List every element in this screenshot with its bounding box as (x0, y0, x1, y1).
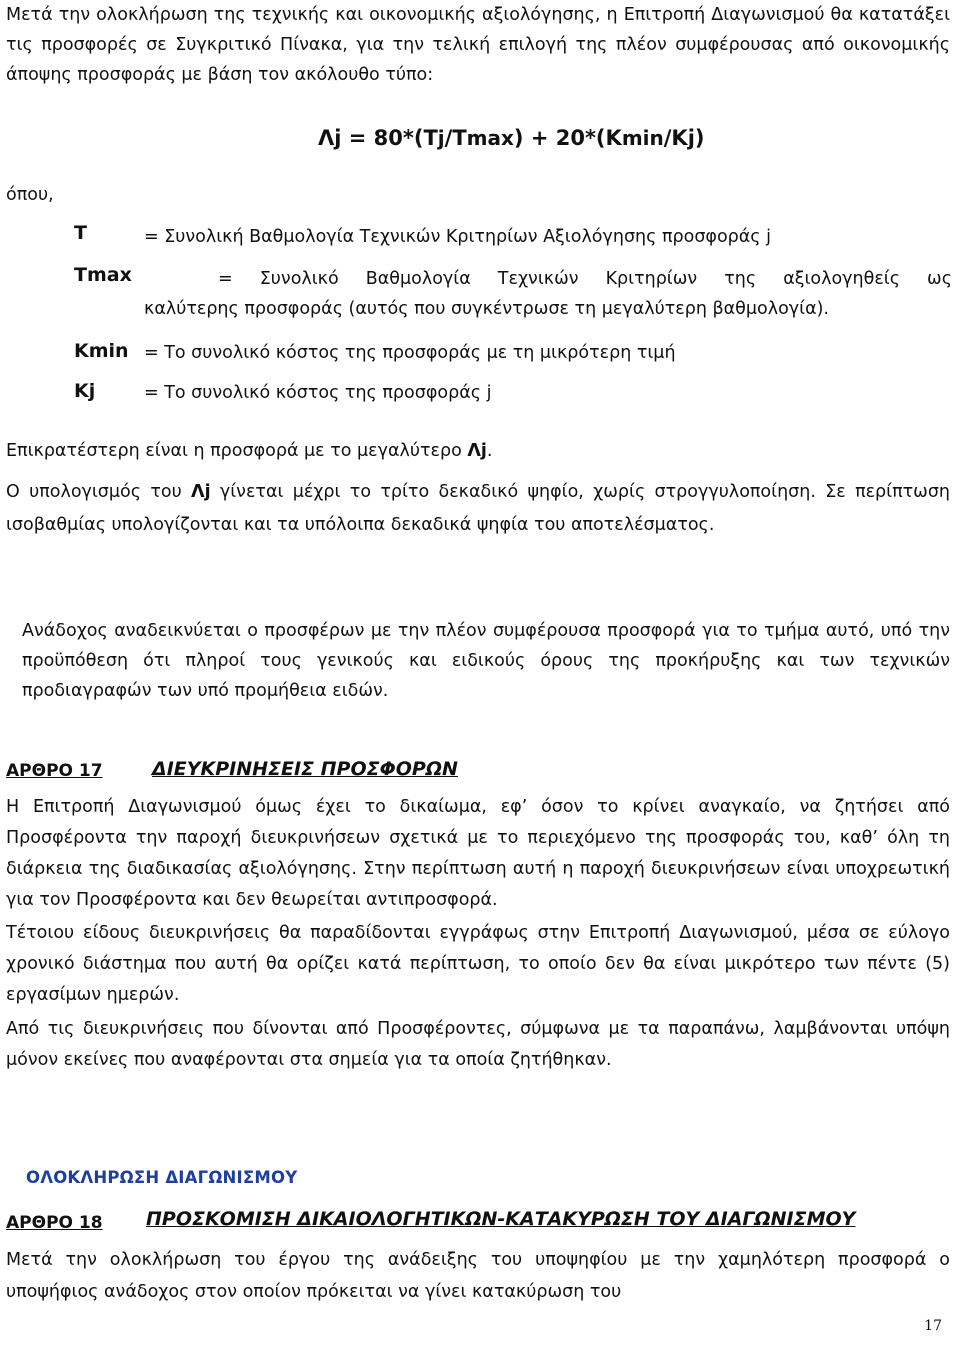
formula-part: ) + 20*(K (513, 126, 622, 150)
definition-continuation: καλύτερης προσφοράς (αυτός που συγκέντρωσε τη μεγαλύτερη βαθμολογία). (144, 299, 829, 319)
definition-symbol-base: K (74, 340, 89, 362)
article-18-paragraph-1: Μετά την ολοκλήρωση του έργου της ανάδειξης του υποψηφίου με την χαμηλότερη προσφορά ο υποψήφιος ανάδοχος στον οποίον πρόκειται να γίνει κατακύρωση του (6, 1250, 950, 1302)
contractor-paragraph: Ανάδοχος αναδεικνύεται ο προσφέρων με την πλέον συμφέρουσα προσφορά για το τμήμα αυτό, υπό την προϋπόθεση ότι πληροί τους γενικούς και ειδικούς όρους της προκήρυξης και των τεχνικών προδιαγραφών των υπό προμήθεια ειδών. (22, 621, 950, 701)
article-17-paragraph-1: Η Επιτροπή Διαγωνισμού όμως έχει το δικαίωμα, εφ’ όσον το κρίνει αναγκαίο, να ζητήσει από Προσφέροντα την παροχή διευκρινήσεων σχετικά με το περιεχόμενο της προσφοράς του, καθ’ όλη τη διάρκεια της διαδικασίας αξιολόγησης. Στην περίπτωση αυτή η παροχή διευκρινήσεων είναι υποχρεωτική για τον Προσφέροντα και δεν θεωρείται αντιπροσφορά. (6, 797, 950, 910)
where-label: όπου, (6, 185, 54, 205)
intro-paragraph: Μετά την ολοκλήρωση της τεχνικής και οικονομικής αξιολόγησης, η Επιτροπή Διαγωνισμού θα κατατάξει τις προσφορές σε Συγκριτικό Πίνακα, για την τελική επιλογή της πλέον συμφέρουσας από οικονομικής άποψης προσφοράς με βάση τον ακόλουθο τύπο: (6, 5, 950, 85)
formula-part: max (466, 126, 514, 150)
page-number: 17 (924, 1318, 942, 1334)
formula-part: min (621, 126, 664, 150)
prevail-text: Επικρατέστερη είναι η προσφορά με το μεγαλύτερο (6, 441, 468, 461)
formula-part: Λj = 80*(T (318, 126, 438, 150)
article-17-paragraph-2: Τέτοιου είδους διευκρινήσεις θα παραδίδονται εγγράφως στην Επιτροπή Διαγωνισμού, μέσα σε εύλογο χρονικό διάστημα που αυτή θα ορίζει κατά περίπτωση, το οποίο δεν θα είναι μικρότερο των πέντε (5) εργασίμων ημερών. (6, 923, 950, 1005)
definition-symbol-sub: max (86, 264, 132, 286)
scoring-formula (318, 126, 705, 150)
definition-symbol: T (74, 222, 87, 244)
calc-text: Ο υπολογισμός του (6, 482, 192, 502)
article-17-label: ΑΡΘΡΟ 17 (6, 761, 103, 781)
formula-part: /Kj) (663, 126, 705, 150)
article-17-paragraph-3: Από τις διευκρινήσεις που δίνονται από Προσφέροντες, σύμφωνα με τα παραπάνω, λαμβάνονται υπόψη μόνον εκείνες που αναφέρονται στα σημεία για τα οποία ζητήθηκαν. (6, 1019, 950, 1070)
definition-text: = Συνολική Βαθμολογία Τεχνικών Κριτηρίων Αξιολόγησης προσφοράς j (144, 227, 772, 247)
calc-symbol: Λj (191, 482, 211, 502)
prevail-symbol: Λj (467, 441, 487, 461)
formula-part: j (437, 126, 445, 150)
definition-symbol: Kj (74, 380, 96, 402)
formula-part: /T (444, 126, 467, 150)
prevail-end: . (486, 441, 493, 461)
calculation-paragraph (6, 476, 950, 542)
definition-symbol (74, 264, 132, 286)
definition-symbol (74, 340, 129, 362)
article-18-title: ΠΡΟΣΚΟΜΙΣΗ ΔΙΚΑΙΟΛΟΓΗΤΙΚΩΝ-ΚΑΤΑΚΥΡΩΣΗ ΤΟΥ ΔΙΑΓΩΝΙΣΜΟΥ (146, 1208, 856, 1230)
definition-text: = Το συνολικό κόστος της προσφοράς με τη μικρότερη τιμή (144, 343, 676, 363)
article-18-label: ΑΡΘΡΟ 18 (6, 1213, 103, 1233)
prevail-line (6, 436, 950, 466)
calc-text-rest: γίνεται μέχρι το τρίτο δεκαδικό ψηφίο, χωρίς στρογγυλοποίηση. Σε περίπτωση ισοβαθμίας υπολογίζονται και τα υπόλοιπα δεκαδικά ψηφία του αποτελέσματος. (6, 482, 950, 535)
definition-symbol-base: T (74, 264, 87, 286)
article-17-title: ΔΙΕΥΚΡΙΝΗΣΕΙΣ ΠΡΟΣΦΟΡΩΝ (152, 758, 458, 780)
definition-text: = Το συνολικό κόστος της προσφοράς j (144, 383, 492, 403)
definition-text: = Συνολικό Βαθμολογία Τεχνικών Κριτηρίων της αξιολογηθείς ως (218, 269, 952, 289)
definition-symbol-sub: min (88, 340, 129, 362)
section-heading: ΟΛΟΚΛΗΡΩΣΗ ΔΙΑΓΩΝΙΣΜΟΥ (26, 1168, 298, 1187)
